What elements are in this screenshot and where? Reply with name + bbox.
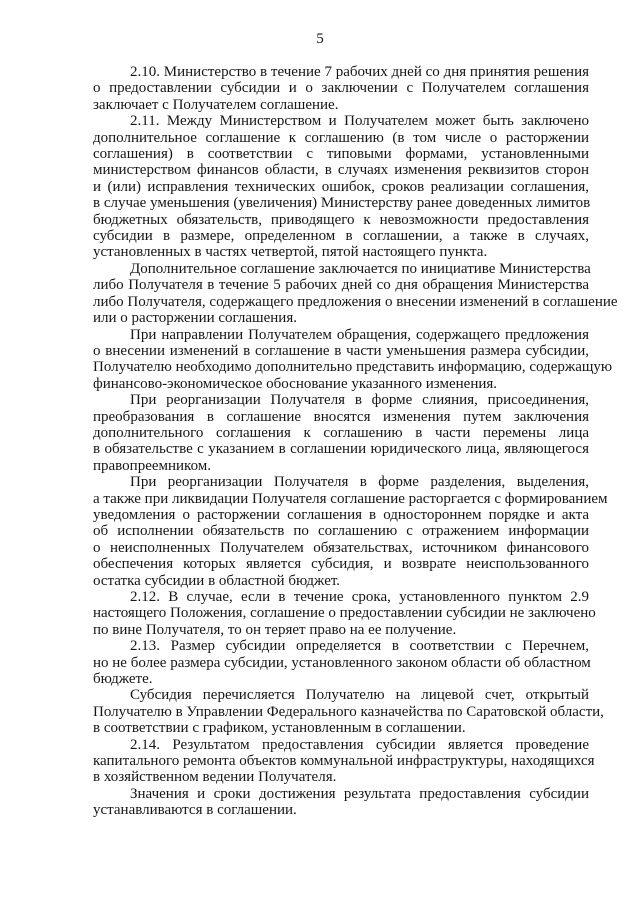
- text-line: заключает с Получателем соглашение.: [93, 96, 339, 113]
- text-line: но не более размера субсидии, установленного законом области об областном: [93, 654, 591, 671]
- text-line: по вине Получателя, то он теряет право на ее получение.: [93, 621, 457, 638]
- text-line: 2.11. Между Министерством и Получателем может быть заключено: [130, 113, 589, 130]
- text-line: финансово-экономическое обоснование указанного изменения.: [93, 375, 498, 392]
- text-line: или о расторжении соглашения.: [93, 310, 297, 327]
- paragraph: [93, 326, 613, 393]
- paragraph: [93, 113, 589, 261]
- text-line: преобразования в соглашение вносятся изменения путем заключения: [93, 408, 589, 425]
- text-line: обеспечения которых является субсидия, и возврате неиспользованного: [93, 556, 589, 573]
- paragraph: [93, 687, 604, 737]
- text-line: остатка субсидии в областной бюджет.: [93, 572, 341, 589]
- text-line: 2.12. В случае, если в течение срока, установленного пунктом 2.9: [130, 589, 589, 605]
- text-line: в соответствии с графиком, установленным в соглашении.: [93, 720, 466, 737]
- text-line: При реорганизации Получателя в форме разделения, выделения,: [130, 474, 589, 491]
- text-line: капитального ремонта объектов коммунальной инфраструктуры, находящихся: [93, 753, 595, 770]
- text-line: При реорганизации Получателя в форме слияния, присоединения,: [130, 392, 589, 409]
- text-line: Дополнительное соглашение заключается по инициативе Министерства: [130, 260, 591, 277]
- document-body: [93, 64, 618, 819]
- text-line: установленных в частях четвертой, пятой настоящего пункта.: [93, 244, 488, 261]
- text-line: о внесении изменений в соглашение в части уменьшения размера субсидии,: [93, 342, 589, 359]
- text-line: бюджетных обязательств, приводящего к невозможности предоставления: [93, 211, 589, 228]
- text-line: в хозяйственном ведении Получателя.: [93, 769, 337, 786]
- paragraph: [93, 736, 595, 786]
- text-line: дополнительное соглашение к соглашению (в том числе о расторжении: [93, 129, 589, 146]
- text-line: о предоставлении субсидии и о заключении с Получателем соглашения: [93, 80, 589, 97]
- text-line: Получателю необходимо дополнительно представить информацию, содержащую: [93, 359, 613, 376]
- text-line: соглашения) в соответствии с типовыми формами, установленными: [93, 146, 589, 163]
- text-line: либо Получателя, содержащего предложения о внесении изменений в соглашение: [93, 293, 618, 310]
- text-line: 2.13. Размер субсидии определяется в соответствии с Перечнем,: [130, 638, 589, 655]
- text-line: 2.10. Министерство в течение 7 рабочих дней со дня принятия решения: [130, 64, 589, 80]
- text-line: субсидии в размере, определенном в соглашении, а также в случаях,: [93, 228, 589, 245]
- text-line: настоящего Положения, соглашение о предоставлении субсидии не заключено: [93, 605, 596, 622]
- paragraph: [93, 638, 589, 687]
- text-line: дополнительного соглашения к соглашению в части перемены лица: [93, 424, 589, 441]
- text-line: об исполнении обязательств по соглашению с отражением информации: [93, 523, 589, 540]
- text-line: в обязательстве с указанием в соглашении юридического лица, являющегося: [93, 441, 589, 458]
- paragraph: [93, 392, 589, 474]
- page-number: 5: [316, 31, 324, 47]
- text-line: бюджете.: [93, 671, 153, 688]
- text-line: а также при ликвидации Получателя соглашение расторгается с формированием: [93, 490, 608, 507]
- text-line: министерством финансов области, в случаях изменения реквизитов сторон: [93, 162, 589, 179]
- text-line: устанавливаются в соглашении.: [93, 802, 297, 819]
- paragraph: [93, 260, 618, 327]
- text-line: Получателю в Управлении Федерального казначейства по Саратовской области,: [93, 703, 604, 720]
- text-line: При направлении Получателем обращения, содержащего предложения: [130, 326, 589, 343]
- text-line: в случае уменьшения (увеличения) Министерству ранее доведенных лимитов: [93, 195, 591, 212]
- text-line: Значения и сроки достижения результата предоставления субсидии: [130, 785, 589, 802]
- text-line: 2.14. Результатом предоставления субсидии является проведение: [130, 736, 589, 753]
- text-line: либо Получателя в течение 5 рабочих дней со дня обращения Министерства: [93, 277, 589, 294]
- text-line: Субсидия перечисляется Получателю на лицевой счет, открытый: [130, 687, 589, 704]
- text-line: о неисполненных Получателем обязательствах, источником финансового: [93, 539, 589, 556]
- paragraph: [93, 474, 608, 589]
- paragraph: [93, 64, 589, 113]
- paragraph: [93, 589, 596, 638]
- paragraph: [93, 786, 589, 819]
- text-line: уведомления о расторжении соглашения в одностороннем порядке и акта: [93, 506, 589, 523]
- text-line: правопреемником.: [93, 457, 212, 474]
- text-line: и (или) исправления технических ошибок, сроков реализации соглашения,: [93, 178, 589, 195]
